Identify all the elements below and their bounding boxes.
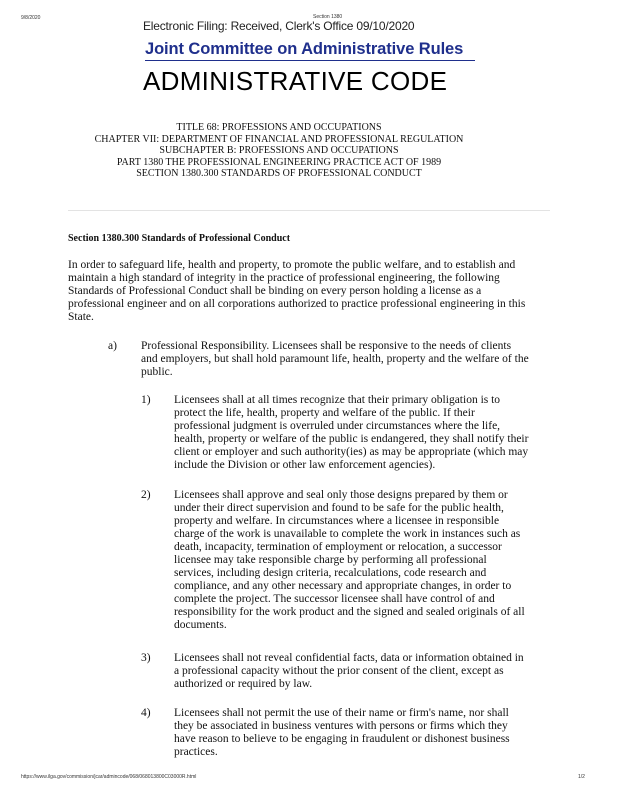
- item-a-text: [141, 340, 618, 379]
- subitem-line: documents.: [174, 619, 227, 631]
- subitem-4-text: [174, 707, 618, 759]
- code-title: ADMINISTRATIVE CODE: [143, 66, 448, 96]
- filing-stamp: Electronic Filing: Received, Clerk's Office 09/10/2020: [143, 19, 415, 33]
- section-title: Section 1380.300 Standards of Professional Conduct: [68, 233, 291, 244]
- committee-title: Joint Committee on Administrative Rules: [145, 40, 464, 58]
- item-a-line: and employers, but shall hold paramount life, health, property and the welfare of the: [141, 353, 529, 365]
- subitem-line: compliance, and any other necessary and appropriate changes, in order to: [174, 580, 512, 592]
- intro-line: State.: [68, 311, 94, 323]
- subitem-line: charge of the work is unavailable to complete the work in instances such as: [174, 528, 521, 540]
- subitem-line: have reason to believe to be engaging in fraudulent or dishonest business: [174, 733, 510, 745]
- heading-block: [40, 122, 518, 180]
- subitem-1-text: [174, 394, 618, 472]
- subitem-line: death, incapacity, termination of employment or relocation, a successor: [174, 541, 502, 553]
- section-mini-label: Section 1380: [313, 14, 343, 20]
- intro-paragraph: [68, 259, 618, 324]
- subitem-line: health, property or welfare of the public is endangered, they shall notify their: [174, 433, 529, 445]
- subitem-3-text: [174, 652, 618, 691]
- intro-line: maintain a high standard of integrity in the practice of professional engineering, the following: [68, 272, 500, 284]
- footer-url: https://www.ilga.gov/commission/jcar/admincode/068/068013800C03000R.html: [21, 774, 197, 780]
- subitem-line: Licensees shall not permit the use of their name or firm's name, nor shall: [174, 707, 509, 719]
- subitem-line: authorized or required by law.: [174, 678, 313, 690]
- item-a-line: public.: [141, 366, 173, 378]
- subitem-3-number: 3): [141, 652, 151, 664]
- subitem-line: a professional capacity without the prior consent of the client, except as: [174, 665, 504, 677]
- subitem-1-number: 1): [141, 394, 151, 406]
- subitem-line: licensee may take responsible charge by performing all professional: [174, 554, 487, 566]
- committee-underline: [145, 60, 475, 61]
- heading-title: TITLE 68: PROFESSIONS AND OCCUPATIONS: [176, 122, 382, 133]
- item-a-label: a): [108, 340, 117, 352]
- subitem-line: they be associated in business ventures with persons or firms which they: [174, 720, 508, 732]
- subitem-line: include the Division or other law enforcement agencies).: [174, 459, 436, 471]
- heading-section: SECTION 1380.300 STANDARDS OF PROFESSIONAL CONDUCT: [136, 168, 422, 179]
- subitem-line: Licensees shall at all times recognize that their primary obligation is to: [174, 394, 501, 406]
- divider: [68, 210, 550, 211]
- subitem-line: protect the life, health, property and welfare of the public. If their: [174, 407, 475, 419]
- subitem-2-number: 2): [141, 489, 151, 501]
- intro-line: Standards of Professional Conduct shall be binding on every person holding a license as a: [68, 285, 482, 297]
- subitem-line: property and welfare. In circumstances where a licensee in responsible: [174, 515, 500, 527]
- subitem-line: responsibility for the work product and the signed and sealed originals of all: [174, 606, 525, 618]
- subitem-line: complete the project. The successor licensee shall have control of and: [174, 593, 495, 605]
- heading-chapter: CHAPTER VII: DEPARTMENT OF FINANCIAL AND PROFESSIONAL REGULATION: [94, 133, 464, 145]
- subitem-2-text: [174, 489, 618, 632]
- footer-page-number: 1/2: [578, 774, 585, 780]
- subitem-line: client or employer and such authority(ies) as may be appropriate (which may: [174, 446, 529, 458]
- heading-subchapter: SUBCHAPTER B: PROFESSIONS AND OCCUPATIONS: [159, 145, 399, 156]
- subitem-line: Licensees shall not reveal confidential facts, data or information obtained in: [174, 652, 524, 664]
- intro-line: professional engineer and on all corporations authorized to practice professional engineering in this: [68, 298, 526, 310]
- print-date: 9/8/2020: [21, 15, 41, 21]
- heading-part: PART 1380 THE PROFESSIONAL ENGINEERING PRACTICE ACT OF 1989: [116, 156, 442, 168]
- subitem-line: professional judgment is overruled under circumstances where the life,: [174, 420, 501, 432]
- item-a-line: Professional Responsibility. Licensees shall be responsive to the needs of clients: [141, 340, 512, 352]
- subitem-line: services, including design criteria, recalculations, code research and: [174, 567, 487, 579]
- subitem-line: practices.: [174, 746, 218, 758]
- subitem-line: under their direct supervision and found to be safe for the public health,: [174, 502, 504, 514]
- subitem-line: Licensees shall approve and seal only those designs prepared by them or: [174, 489, 508, 501]
- intro-line: In order to safeguard life, health and property, to promote the public welfare, and to establish and: [68, 259, 516, 271]
- subitem-4-number: 4): [141, 707, 151, 719]
